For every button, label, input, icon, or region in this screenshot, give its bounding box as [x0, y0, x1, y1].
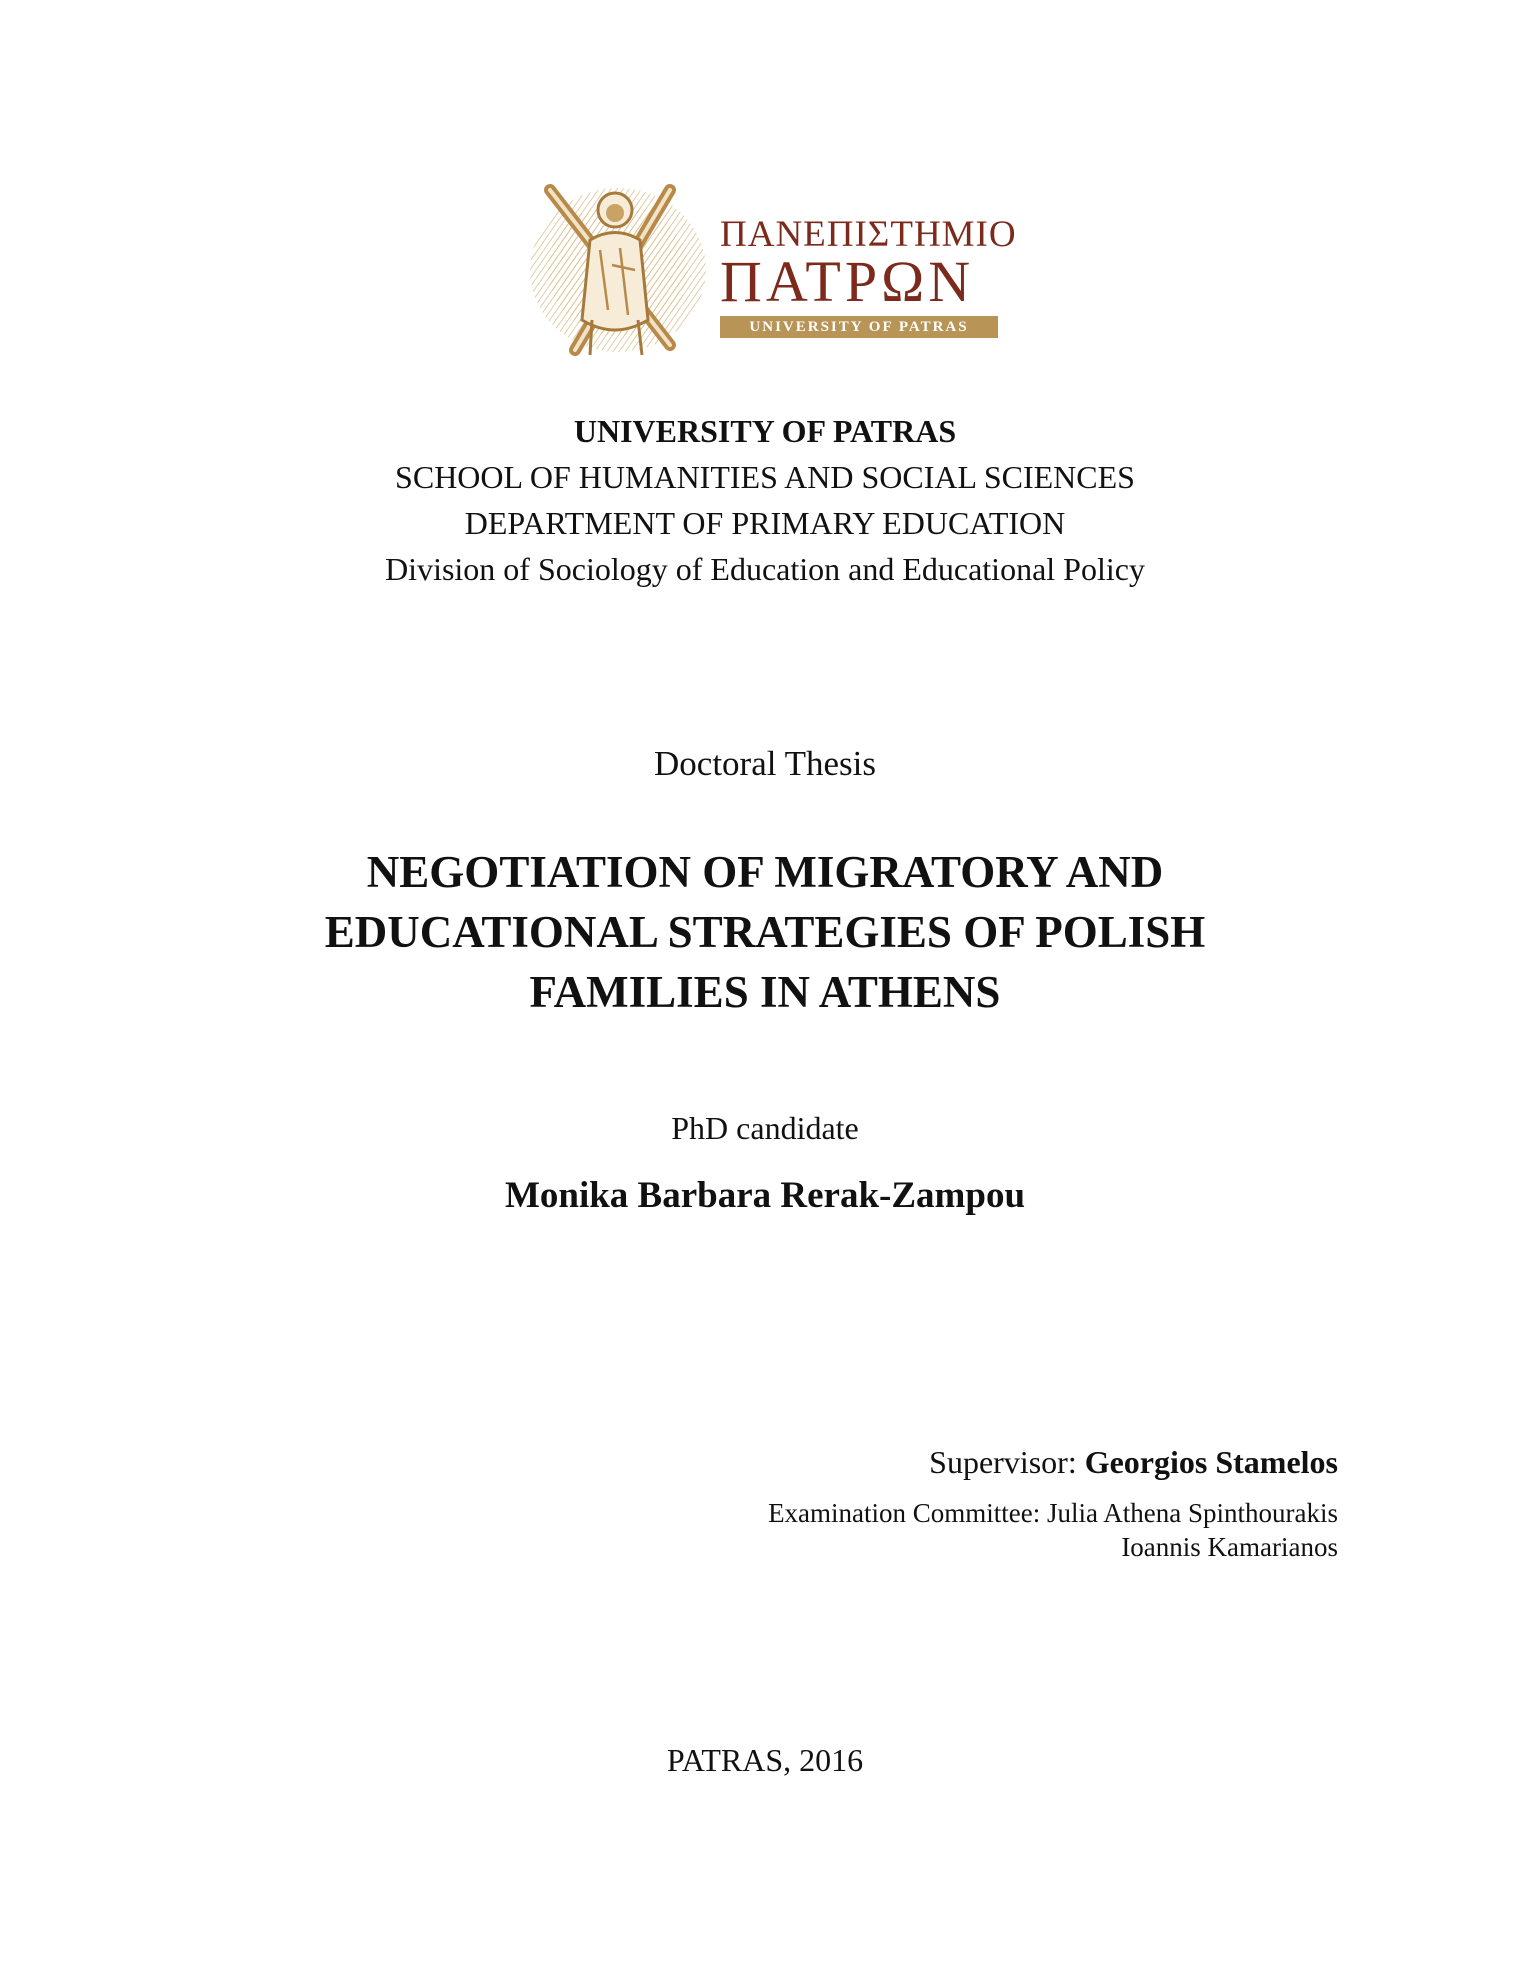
logo-greek-line2: ΠΑΤΡΩΝ	[720, 249, 975, 314]
school-name: SCHOOL OF HUMANITIES AND SOCIAL SCIENCES	[395, 459, 1135, 495]
thesis-type: Doctoral Thesis	[654, 744, 876, 783]
examination-committee	[768, 1496, 1338, 1564]
committee-line	[768, 1496, 1338, 1530]
supervisor-line	[929, 1440, 1338, 1484]
logo-wordmark	[720, 214, 1017, 338]
university-logo	[520, 170, 1017, 370]
institution-block	[0, 408, 1530, 592]
university-name: UNIVERSITY OF PATRAS	[573, 413, 957, 449]
division-name: Division of Sociology of Education and Educational Policy	[385, 551, 1145, 587]
committee-label: Examination Committee:	[768, 1498, 1041, 1528]
supervisor-name: Georgios Stamelos	[1084, 1444, 1338, 1480]
thesis-title-line: EDUCATIONAL STRATEGIES OF POLISH	[324, 907, 1206, 957]
committee-member: Julia Athena Spinthourakis	[1047, 1498, 1338, 1528]
candidate-name: Monika Barbara Rerak-Zampou	[504, 1175, 1026, 1216]
supervisor-label: Supervisor:	[929, 1444, 1077, 1480]
candidate-label: PhD candidate	[671, 1110, 859, 1146]
thesis-title-line: FAMILIES IN ATHENS	[529, 967, 1001, 1017]
logo-band: UNIVERSITY OF PATRAS	[720, 316, 998, 338]
thesis-title	[0, 842, 1530, 1022]
place-year: PATRAS, 2016	[666, 1742, 864, 1778]
department-name: DEPARTMENT OF PRIMARY EDUCATION	[464, 505, 1066, 541]
saint-andrew-emblem-icon	[520, 170, 710, 370]
committee-member: Ioannis Kamarianos	[1121, 1532, 1338, 1562]
logo-greek-line1: ΠΑΝΕΠΙΣΤΗΜΙΟ	[720, 214, 1017, 255]
thesis-title-line: NEGOTIATION OF MIGRATORY AND	[366, 847, 1164, 897]
